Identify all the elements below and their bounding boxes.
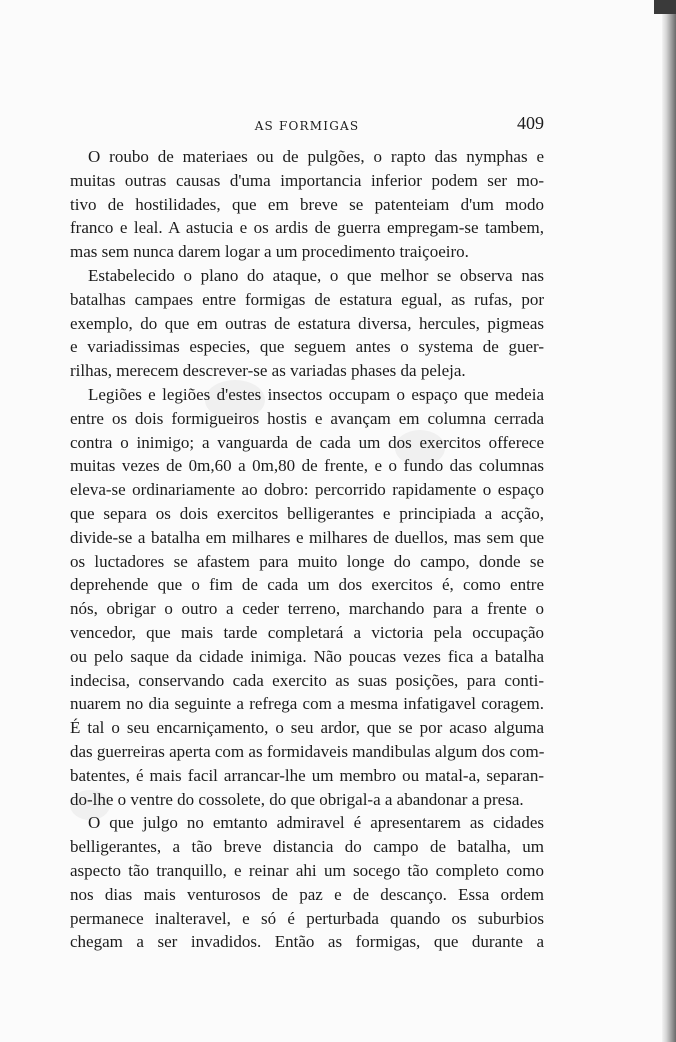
text-line: vencedor, que mais tarde completará a victoria pela occupação (70, 622, 544, 642)
text-line: nos dias mais venturosos de paz e de descanço. Essa ordem (70, 884, 544, 904)
text-line: Legiões e legiões d'estes insectos occupam o espaço que medeia (88, 384, 544, 404)
text-line: do-lhe o ventre do cossolete, do que obrigal-a a abandonar a presa. (70, 789, 524, 809)
text-line: batentes, é mais facil arrancar-lhe um membro ou matal-a, separan- (70, 765, 544, 785)
text-line: tivo de hostilidades, que em breve se patenteiam d'um modo (70, 194, 544, 214)
text-line: ou pelo saque da cidade inimiga. Não poucas vezes fica a batalha (70, 646, 544, 666)
text-line: muitas vezes de 0m,60 a 0m,80 de frente, e o fundo das columnas (70, 456, 544, 476)
text-line: contra o inimigo; a vanguarda de cada um dos exercitos offerece (70, 432, 544, 452)
text-line: entre os dois formigueiros hostis e avançam em columna cerrada (70, 408, 544, 428)
text-line: que separa os dois exercitos belligerantes e principiada a acção, (70, 503, 544, 523)
body-text (70, 145, 544, 954)
text-line: nós, obrigar o outro a ceder terreno, marchando para a frente o (70, 599, 544, 619)
text-line: indecisa, conservando cada exercito as suas posições, para conti- (70, 670, 544, 690)
text-line: mas sem nunca darem logar a um procedimento traiçoeiro. (70, 242, 469, 262)
page-number: 409 (517, 113, 544, 133)
text-line: O roubo de materiaes ou de pulgões, o rapto das nymphas e (88, 147, 544, 166)
text-line: rilhas, merecem descrever-se as variadas phases da peleja. (70, 361, 466, 381)
text-line: exemplo, do que em outras de estatura diversa, hercules, pigmeas (70, 313, 544, 333)
text-line: aspecto tão tranquillo, e reinar ahi um socego tão completo como (70, 860, 544, 880)
text-line: belligerantes, a tão breve distancia do campo de batalha, um (70, 837, 544, 857)
text-line: e variadissimas especies, que seguem antes o systema de guer- (70, 337, 544, 357)
text-line: eleva-se ordinariamente ao dobro: percorrido rapidamente o espaço (70, 480, 544, 500)
text-line: permanece inalteravel, e só é perturbada quando os suburbios (70, 908, 544, 928)
page-header (70, 113, 544, 139)
text-line: muitas outras causas d'uma importancia inferior podem ser mo- (70, 170, 544, 190)
text-line: deprehende que o fim de cada um dos exercitos é, como entre (70, 575, 544, 595)
text-line: divide-se a batalha em milhares e milhares de duellos, mas sem que (70, 527, 544, 547)
text-line: franco e leal. A astucia e os ardis de guerra empregam-se tambem, (70, 218, 544, 238)
text-line: É tal o seu encarniçamento, o seu ardor, que se por acaso alguma (70, 718, 544, 738)
scan-corner (654, 0, 676, 14)
text-line: chegam a ser invadidos. Então as formigas, que durante a (70, 932, 544, 952)
text-line: O que julgo no emtanto admiravel é apresentarem as cidades (88, 813, 544, 833)
text-line: Estabelecido o plano do ataque, o que melhor se observa nas (88, 265, 544, 285)
page-edge-shadow (662, 0, 676, 1042)
running-title: AS FORMIGAS (254, 119, 360, 133)
text-line: nuarem no dia seguinte a refrega com a mesma infatigavel coragem. (70, 694, 544, 714)
text-line: batalhas campaes entre formigas de estatura egual, as rufas, por (70, 289, 544, 309)
text-line: das guerreiras aperta com as formidaveis mandibulas algum dos com- (70, 741, 544, 761)
text-line: os luctadores se afastem para muito longe do campo, donde se (70, 551, 544, 571)
